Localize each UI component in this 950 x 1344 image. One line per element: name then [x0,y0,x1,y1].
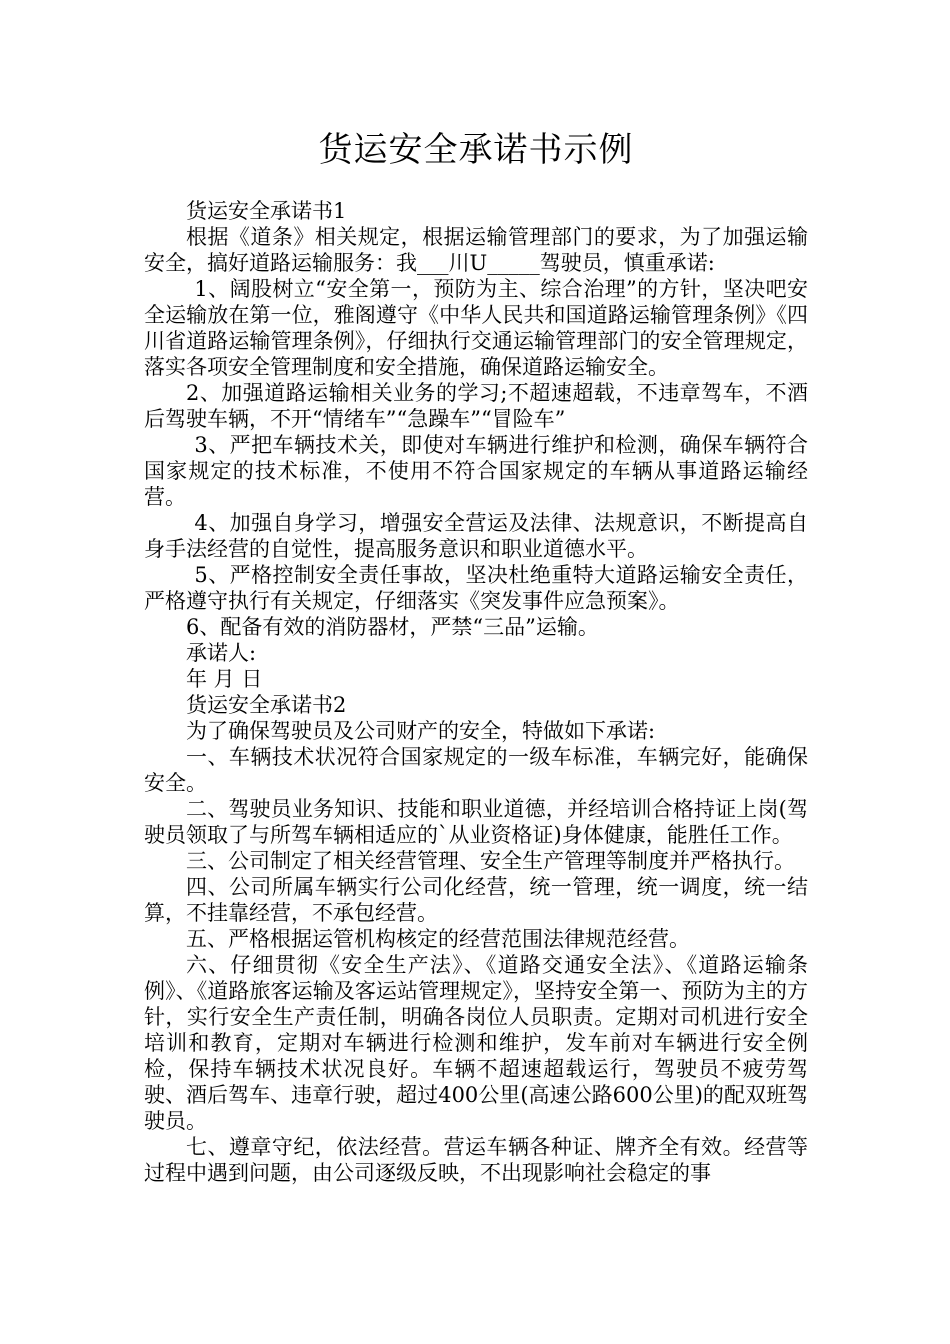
intro-paragraph-1: 根据《道条》相关规定，根据运输管理部门的要求，为了加强运输安全，搞好道路运输服务：我___川U_____驾驶员，慎重承诺: [144,225,808,275]
commitment-item-4: 四、公司所属车辆实行公司化经营，统一管理，统一调度，统一结算，不挂靠经营，不承包经营。 [144,875,808,925]
commitment-item-6: 六、仔细贯彻《安全生产法》、《道路交通安全法》、《道路运输条例》、《道路旅客运输及客运站管理规定》，坚持安全第一、预防为主的方针，实行安全生产责任制，明确各岗位人员职责。定期对司机进行安全培训和教育，定期对车辆进行检测和维护，发车前对车辆进行安全例检，保持车辆技术状况良好。车辆不超速超载运行，驾驶员不疲劳驾驶、酒后驾车、违章行驶，超过400公里(高速公路600公里)的配双班驾驶员。 [144,953,808,1133]
commitment-item-5: 五、严格根据运管机构核定的经营范围法律规范经营。 [186,927,690,951]
promise-item-3: 3、严把车辆技术关，即使对车辆进行维护和检测，确保车辆符合国家规定的技术标准，不使用不符合国家规定的车辆从事道路运输经营。 [144,433,808,509]
document-page [144,120,808,1186]
signatory-label: 承诺人: [186,641,257,665]
commitment-item-1: 一、车辆技术状况符合国家规定的一级车标准，车辆完好，能确保安全。 [144,745,808,795]
intro-paragraph-2: 为了确保驾驶员及公司财产的安全，特做如下承诺: [186,719,656,743]
commitment-item-3: 三、公司制定了相关经营管理、安全生产管理等制度并严格执行。 [186,849,795,873]
promise-item-6: 6、配备有效的消防器材，严禁“三品”运输。 [186,615,599,639]
document-body [144,198,808,1186]
section-heading-1: 货运安全承诺书1 [186,199,347,223]
section-heading-2: 货运安全承诺书2 [186,693,347,717]
promise-item-1: 1、阔股树立“安全第一，预防为主、综合治理”的方针，坚决吧安全运输放在第一位，雅阁遵守《中华人民共和国道路运输管理条例》《四川省道路运输管理条例》，仔细执行交通运输管理部门的安全管理规定，落实各项安全管理制度和安全措施，确保道路运输安全。 [144,277,808,379]
commitment-item-7: 七、遵章守纪，依法经营。营运车辆各种证、牌齐全有效。经营等过程中遇到问题，由公司逐级反映，不出现影响社会稳定的事 [144,1135,808,1185]
promise-item-5: 5、严格控制安全责任事故，坚决杜绝重特大道路运输安全责任，严格遵守执行有关规定，仔细落实《突发事件应急预案》。 [144,563,808,613]
document-title: 货运安全承诺书示例 [318,130,634,170]
commitment-item-2: 二、驾驶员业务知识、技能和职业道德，并经培训合格持证上岗(驾驶员领取了与所驾车辆相适应的`从业资格证)身体健康，能胜任工作。 [144,797,808,847]
promise-item-4: 4、加强自身学习，增强安全营运及法律、法规意识，不断提高自身手法经营的自觉性，提高服务意识和职业道德水平。 [144,511,808,561]
promise-item-2: 2、加强道路运输相关业务的学习;不超速超载，不违章驾车，不酒后驾驶车辆，不开“情绪车”“急躁车”“冒险车” [144,381,808,431]
date-line: 年 月 日 [186,667,263,691]
